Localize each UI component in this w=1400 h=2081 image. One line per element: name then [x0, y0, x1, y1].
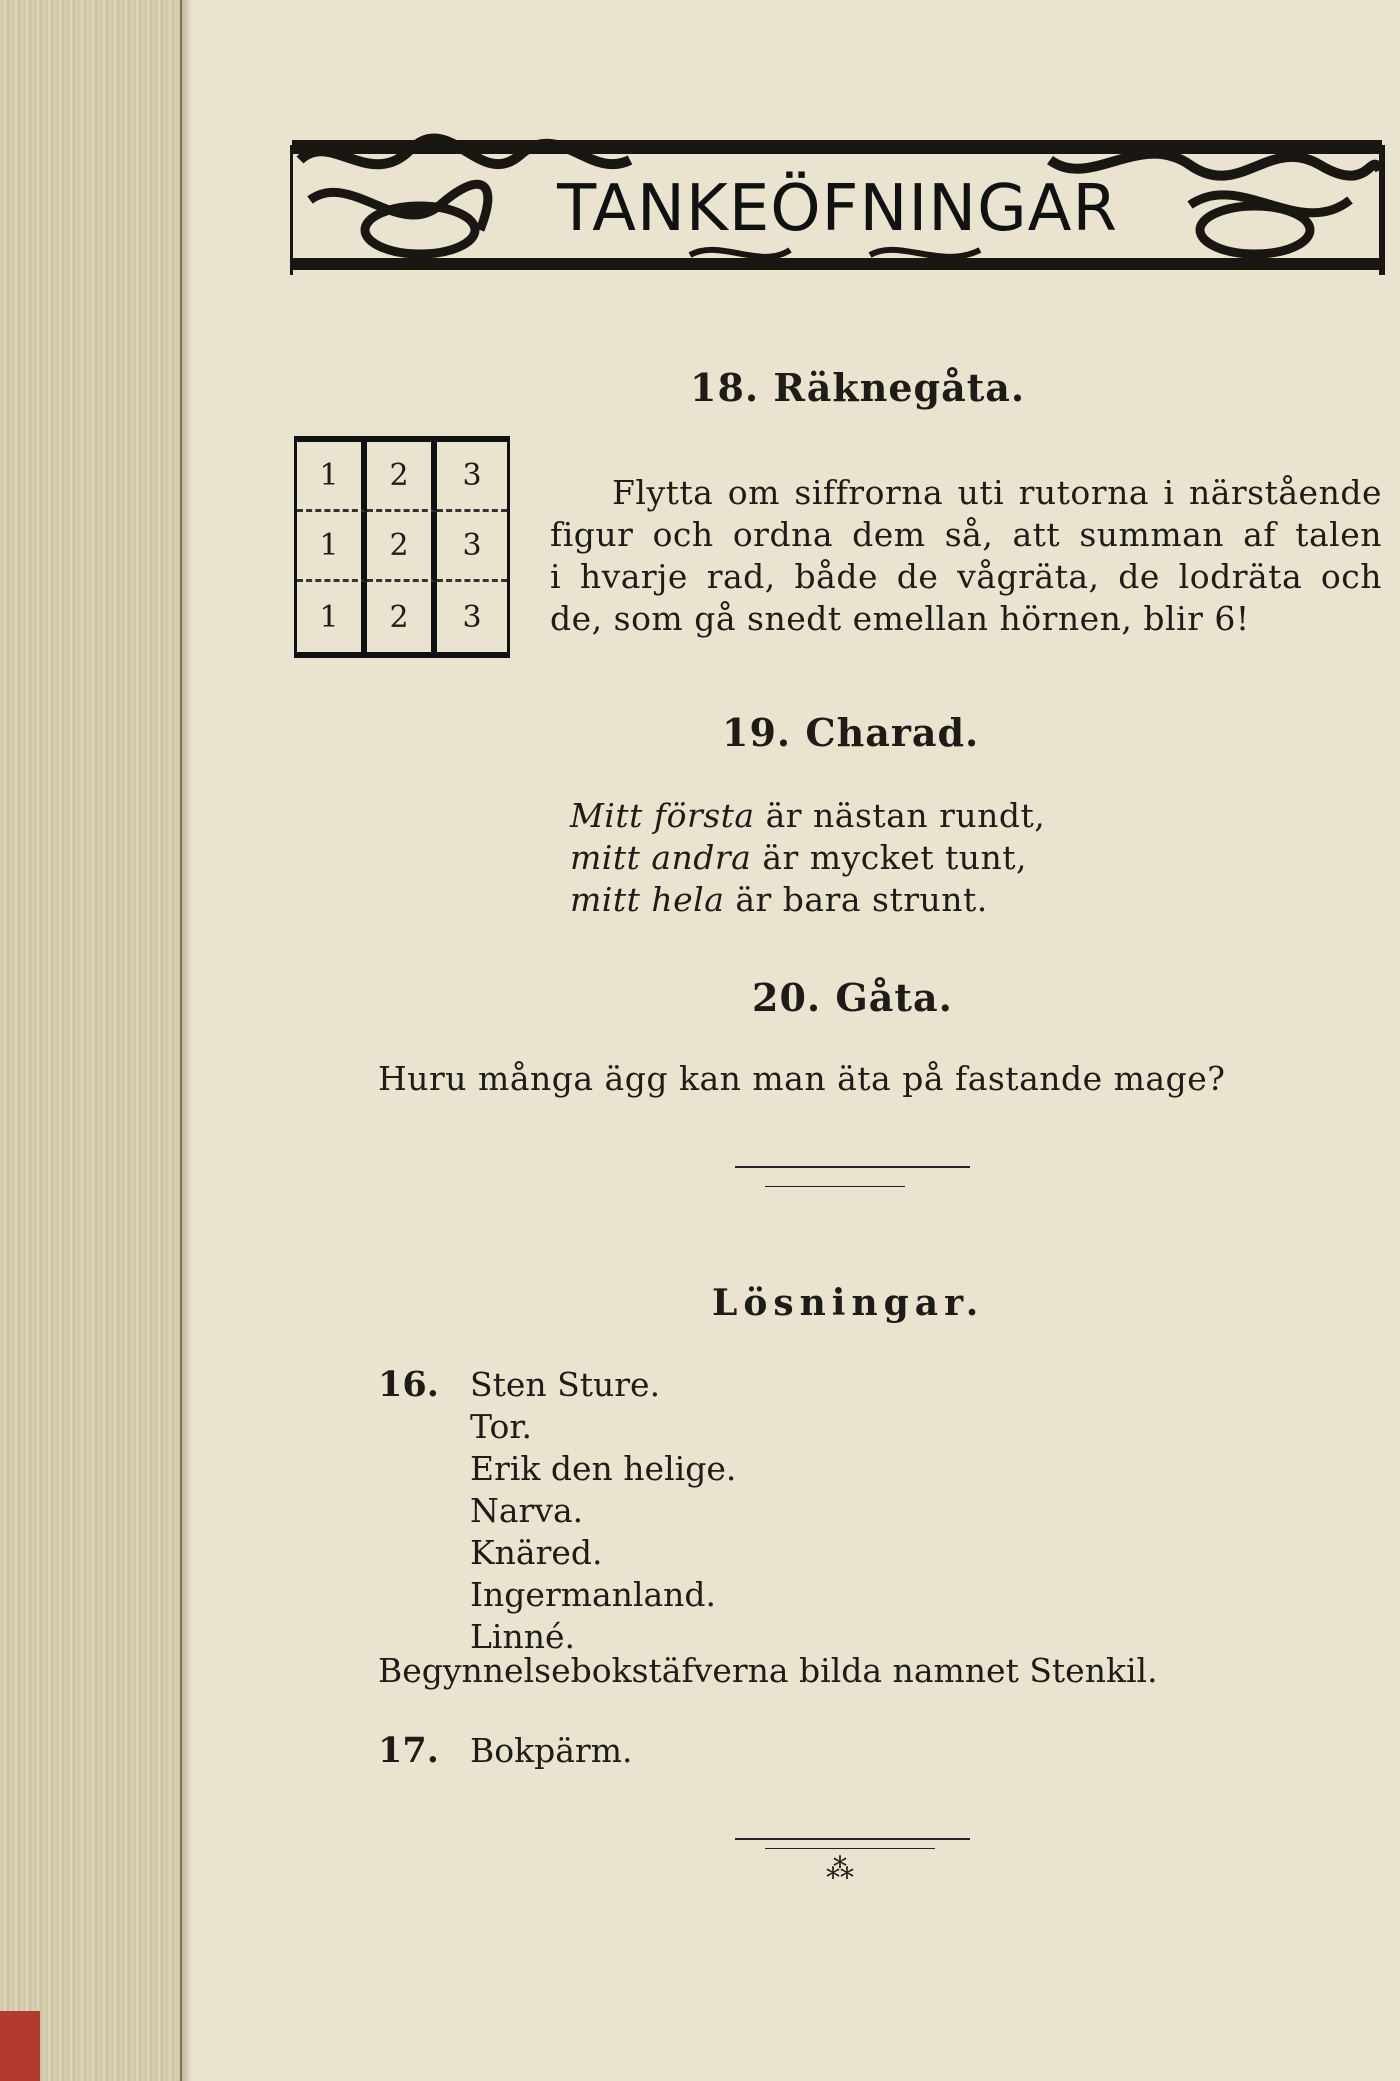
solution-16-summary: Begynnelsebokstäfverna bilda namnet Stenkil.: [378, 1651, 1158, 1690]
book-page-edges: [0, 0, 182, 2081]
verse-line: [570, 837, 1045, 879]
grid-cell: 1: [297, 512, 367, 582]
grid-cell: 3: [462, 599, 482, 635]
text-line: i hvarje rad, både de vågräta, de lodräta och: [550, 557, 1382, 596]
puzzle-18-heading: 18. Räknegåta.: [690, 365, 1026, 410]
divider-rule: [765, 1186, 905, 1187]
text-line: Flytta om siffrorna uti rutorna i närstående: [612, 473, 1382, 512]
solution-item: Knäred.: [470, 1533, 603, 1572]
grid-cell: 1: [297, 442, 367, 512]
verse-line: [570, 879, 1045, 921]
verse-rest: är mycket tunt,: [751, 838, 1028, 877]
solution-16-number: 16.: [378, 1364, 439, 1405]
grid-cell: 3: [437, 512, 507, 582]
grid-cell: 2: [367, 582, 437, 652]
solution-item: Narva.: [470, 1491, 584, 1530]
number-grid: [294, 436, 510, 658]
verse-line: [570, 795, 1045, 837]
divider-rule: [765, 1848, 935, 1849]
solution-item: Ingermanland.: [470, 1575, 717, 1614]
grid-cell: 1: [297, 582, 367, 652]
solution-16-list: [470, 1364, 736, 1658]
verse-emphasis: mitt andra: [570, 838, 752, 877]
solution-item: Linné.: [470, 1617, 575, 1656]
divider-rule: [735, 1838, 970, 1840]
solution-item: Sten Sture.: [470, 1365, 661, 1404]
section-title: TANKEÖFNINGAR: [557, 172, 1118, 246]
verse-rest: är bara strunt.: [724, 880, 988, 919]
header-banner: [290, 130, 1385, 290]
puzzle-18-text: [550, 472, 1382, 640]
text-line: Huru många ägg kan man äta på fastande mage?: [378, 1059, 1226, 1098]
text-line: de, som gå snedt emellan hörnen, blir 6!: [550, 599, 1250, 638]
ornament-flourish: ⁂: [826, 1852, 854, 1885]
verse-rest: är nästan rundt,: [754, 796, 1046, 835]
text-line: figur och ordna dem så, att summan af talen: [550, 515, 1382, 554]
book-spine: [0, 2011, 40, 2081]
grid-cell: 2: [367, 442, 437, 512]
verse-emphasis: Mitt första: [570, 796, 755, 835]
solution-item: Erik den helige.: [470, 1449, 737, 1488]
puzzle-19-verse: [570, 795, 1045, 921]
puzzle-20-heading: 20. Gåta.: [752, 975, 953, 1020]
verse-emphasis: mitt hela: [570, 880, 725, 919]
grid-cell: 2: [367, 512, 437, 582]
puzzle-19-heading: 19. Charad.: [722, 710, 980, 755]
solution-17-number: 17.: [378, 1730, 439, 1771]
grid-cell: 3: [437, 442, 507, 512]
solution-item: Tor.: [470, 1407, 532, 1446]
solution-17-answer: Bokpärm.: [470, 1731, 633, 1770]
divider-rule: [735, 1166, 970, 1168]
puzzle-20-text: [378, 1058, 1225, 1100]
solutions-heading: Lösningar.: [712, 1282, 985, 1324]
